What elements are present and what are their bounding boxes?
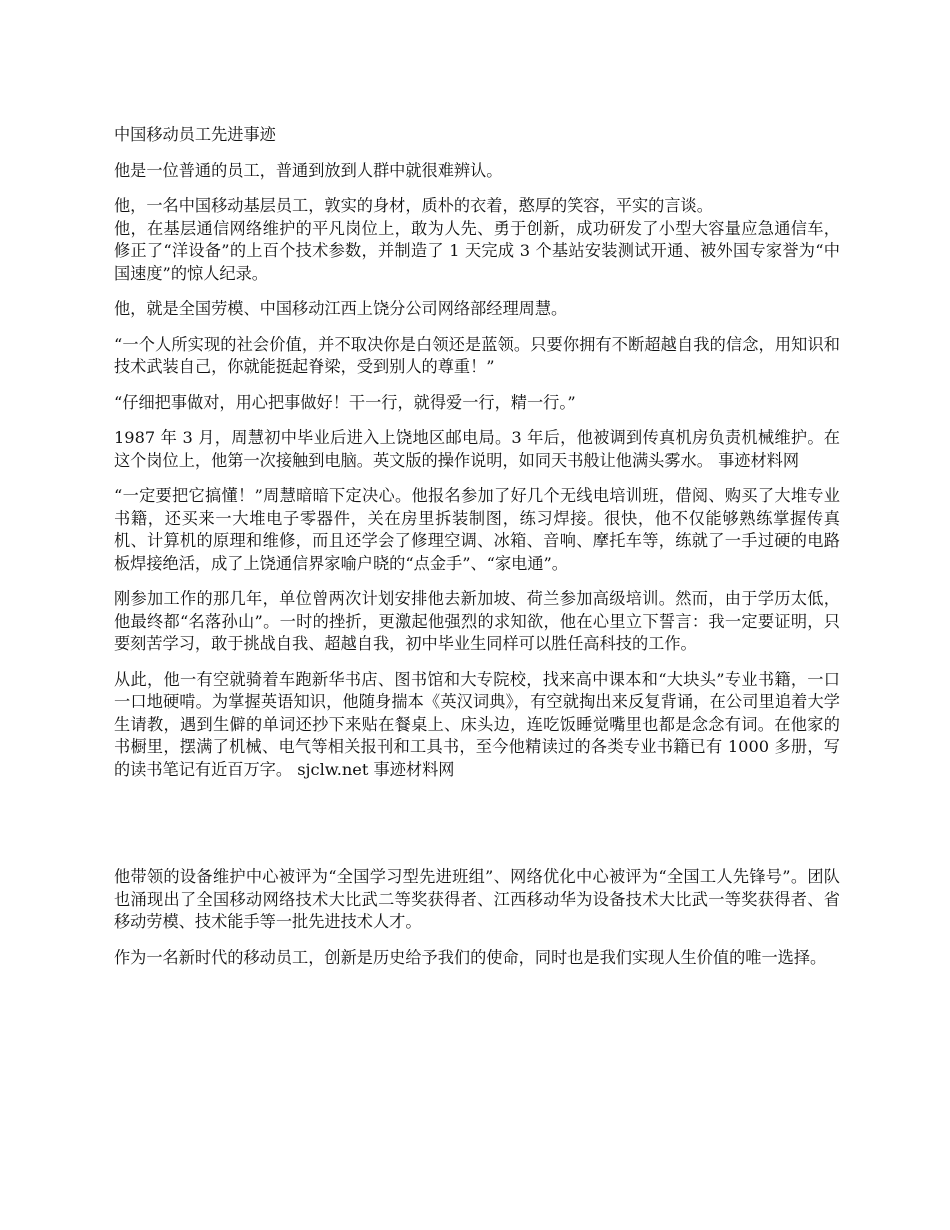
paragraph-ordinary-employee: 他是一位普通的员工，普通到放到人群中就很难辨认。: [114, 160, 503, 180]
paragraph-conclusion: 作为一名新时代的移动员工，创新是历史给予我们的使命，同时也是我们实现人生价值的唯一选择。: [114, 947, 827, 967]
paragraph-quote-value: “一个人所实现的社会价值，并不取决你是白领还是蓝领。只要你拥有不断超越自我的信念，用知识和技术武装自己，你就能挺起脊梁，受到别人的尊重！”: [114, 334, 840, 376]
paragraph-team-honors: 他带领的设备维护中心被评为“全国学习型先进班组”、网络优化中心被评为“全国工人先锋号”。团队也涌现出了全国移动网络技术大比武二等奖获得者、江西移动华为设备技术大比武一等奖获得者、省移动劳模、技术能手等一批先进技术人才。: [114, 867, 840, 931]
paragraph-setback: 刚参加工作的那几年，单位曾两次计划安排他去新加坡、荷兰参加高级培训。然而，由于学历太低，他最终都“名落孙山”。一时的挫折，更激起他强烈的求知欲，他在心里立下誓言：我一定要证明，只要刻苦学习，敢于挑战自我、超越自我，初中毕业生同样可以胜任高科技的工作。: [114, 589, 840, 653]
paragraph-self-study: 从此，他一有空就骑着车跑新华书店、图书馆和大专院校，找来高中课本和“大块头”专业书籍，一口一口地硬啃。为掌握英语知识，他随身揣本《英汉词典》，有空就掏出来反复背诵，在公司里追着大学生请教，遇到生僻的单词还抄下来贴在餐桌上、床头边，连吃饭睡觉嘴里也都是念念有词。在他家的书橱里，摆满了机械、电气等相关报刊和工具书，至今他精读过的各类专业书籍已有 1000 多册，写的读书笔记有近百万字。 sjclw.net 事迹材料网: [114, 669, 840, 779]
paragraph-quote-motto: “仔细把事做对，用心把事做好！干一行，就得爱一行，精一行。”: [114, 392, 576, 412]
paragraph-innovation: 他，在基层通信网络维护的平凡岗位上，敢为人先、勇于创新，成功研发了小型大容量应急通信车，修正了“洋设备”的上百个技术参数，并制造了 1 天完成 3 个基站安装测试开通、被外国专家誉为“中国速度”的惊人纪录。: [114, 218, 840, 283]
paragraph-identity: 他，就是全国劳模、中国移动江西上饶分公司网络部经理周慧。: [114, 299, 568, 318]
document-title: 中国移动员工先进事迹: [114, 125, 276, 144]
paragraph-determination: “一定要把它搞懂！”周慧暗暗下定决心。他报名参加了好几个无线电培训班，借阅、购买了大堆专业书籍，还买来一大堆电子零器件，关在房里拆装制图，练习焊接。很快，他不仅能够熟练掌握传真机、计算机的原理和维修，而且还学会了修理空调、冰箱、音响、摩托车等，练就了一手过硬的电路板焊接绝活，成了上饶通信界家喻户晓的“点金手”、“家电通”。: [114, 486, 840, 573]
paragraph-1987: 1987 年 3 月，周慧初中毕业后进入上饶地区邮电局。3 年后，他被调到传真机房负责机械维护。在这个岗位上，他第一次接触到电脑。英文版的操作说明，如同天书般让他满头雾水。 事迹材料网: [114, 428, 840, 470]
paragraph-description: 他，一名中国移动基层员工，敦实的身材，质朴的衣着，憨厚的笑容，平实的言谈。: [114, 196, 713, 215]
blank-gap: [114, 794, 840, 866]
document-page: [114, 124, 840, 982]
